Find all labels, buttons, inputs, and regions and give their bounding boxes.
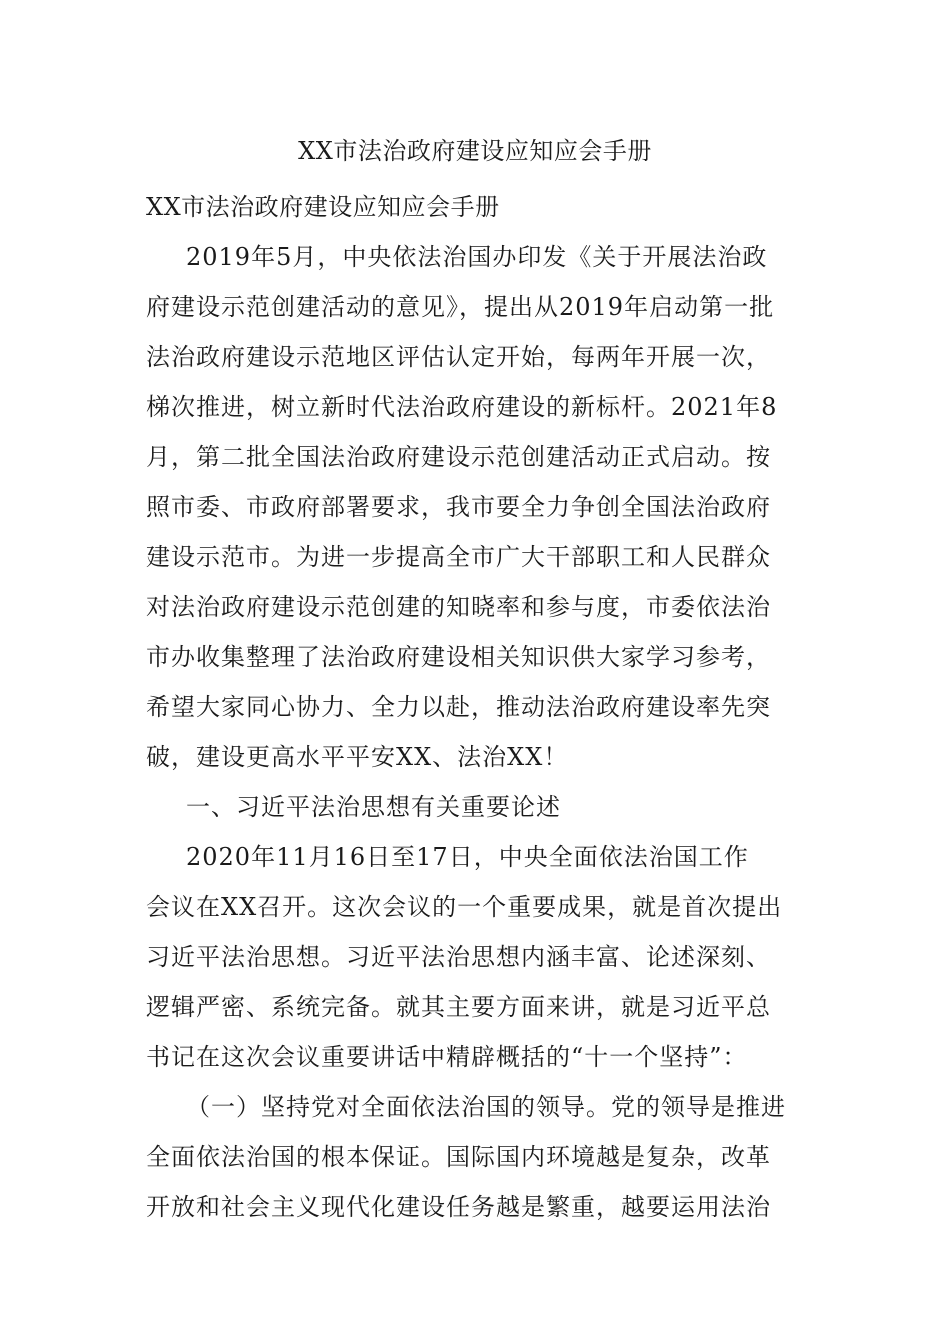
text-line: 破，建设更高水平平安XX、法治XX！ <box>146 743 569 771</box>
text-line: （一）坚持党对全面依法治国的领导。党的领导是推进 <box>186 1093 786 1121</box>
text-line: 开放和社会主义现代化建设任务越是繁重，越要运用法治 <box>146 1193 771 1221</box>
text-line: 书记在这次会议重要讲话中精辟概括的“十一个坚持”： <box>146 1043 748 1071</box>
text-line: 一、习近平法治思想有关重要论述 <box>186 793 561 821</box>
text-line: 建设示范市。为进一步提高全市广大干部职工和人民群众 <box>146 543 771 571</box>
text-line: 2020年11月16日至17日，中央全面依法治国工作 <box>186 843 749 871</box>
text-line: 2019年5月，中央依法治国办印发《关于开展法治政 <box>186 243 768 271</box>
text-line: 希望大家同心协力、全力以赴，推动法治政府建设率先突 <box>146 693 771 721</box>
text-line: 照市委、市政府部署要求，我市要全力争创全国法治政府 <box>146 493 771 521</box>
document-subtitle: XX市法治政府建设应知应会手册 <box>146 193 500 221</box>
text-line: 市办收集整理了法治政府建设相关知识供大家学习参考， <box>146 643 771 671</box>
document-title: XX市法治政府建设应知应会手册 <box>298 137 652 165</box>
text-line: 府建设示范创建活动的意见》，提出从2019年启动第一批 <box>146 293 775 321</box>
text-line: 会议在XX召开。这次会议的一个重要成果，就是首次提出 <box>146 893 783 921</box>
document-body <box>146 182 810 1232</box>
text-line: 法治政府建设示范地区评估认定开始，每两年开展一次， <box>146 343 771 371</box>
text-line: 梯次推进，树立新时代法治政府建设的新标杆。2021年8 <box>146 393 778 421</box>
text-line: 全面依法治国的根本保证。国际国内环境越是复杂，改革 <box>146 1143 771 1171</box>
paragraph-lines <box>146 232 810 1232</box>
text-line: 月，第二批全国法治政府建设示范创建活动正式启动。按 <box>146 443 771 471</box>
text-line: 逻辑严密、系统完备。就其主要方面来讲，就是习近平总 <box>146 993 771 1021</box>
text-line: 习近平法治思想。习近平法治思想内涵丰富、论述深刻、 <box>146 943 771 971</box>
text-line: 对法治政府建设示范创建的知晓率和参与度，市委依法治 <box>146 593 771 621</box>
